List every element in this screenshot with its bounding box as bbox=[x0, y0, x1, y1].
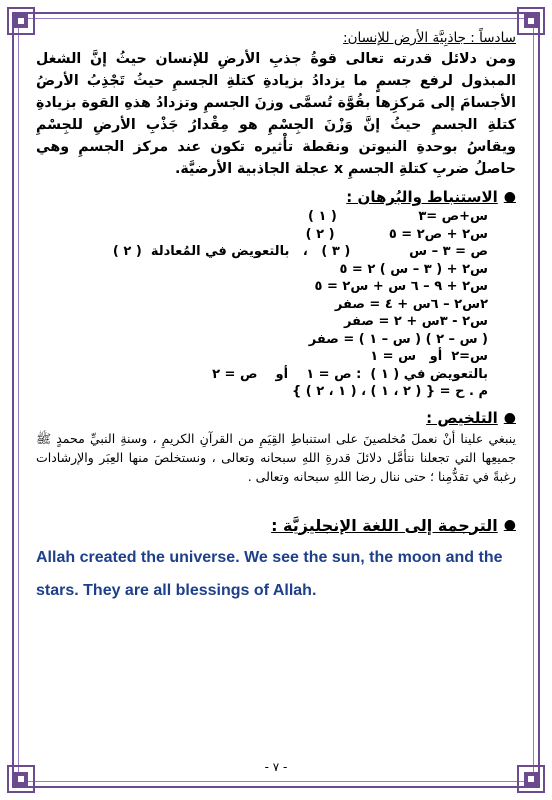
deduction-title: الاستنباط والبُرهان : bbox=[346, 188, 498, 206]
bullet-icon: ● bbox=[503, 517, 516, 533]
corner-ornament-icon bbox=[4, 4, 38, 38]
page-number: - ٧ - bbox=[264, 760, 288, 774]
summary-heading bbox=[36, 409, 516, 427]
equation-line: س٢ + ٩ – ٦ س + س٢ = ٥ bbox=[314, 279, 488, 294]
translation-title: الترجمة إلى اللغة الإنجليزيَّة : bbox=[271, 515, 498, 535]
section-paragraph: ومن دلائل قدرته تعالى قوةُ جذبِ الأرضِ للإنسان حيثُ إنَّ الشغل المبذول لرفع جسمٍ ما يزدادُ بزيادةِ كتلةِ الجسمِ حيثُ تَجْذِبُ الأرضُ الأجسامَ إلى مَركزِها بقُوَّة تُسمَّى وزنَ الجسمِ وتزدادُ هذهِ القوة بزيادةِ كتلةِ الجسمِ حيثُ إنَّ وَزْنَ الجِسْمِ هو مِقْدارُ جَذْبِ الأرضِ للجِسْمِ ويقاسُ بوحدةِ النيوتن ونقطة تأْثيره تكون عند مركز الجسمِ وهي حاصلُ ضربِ كتلةِ الجسمِ x عجلة الجاذبية الأرضيَّة. bbox=[36, 51, 516, 177]
summary-text: ينبغي علينا أنْ نعملَ مُخلصينَ على استنباطِ القِيَمِ من القرآنِ الكريمِ ، وسنةِ النبيِّ محمدٍ ﷺ جميعِها التي تجعلنا نتأمَّل دلائلَ قدرةِ اللهِ سبحانه وتعالى ، ونستخلصَ منها العِبَر والإرشادات رغبةً في تقدُّمِنا ؛ حتى ننال رضا اللهِ سبحانه وتعالى . bbox=[36, 430, 516, 484]
equation-line: س٢ + ( ٣ – س ) ٢ = ٥ bbox=[339, 261, 488, 277]
equation-line: بالتعويض في ( ١ ) : ص = ١ أو ص = ٢ bbox=[212, 366, 488, 382]
equation-line: س٢ - ٣س + ٢ = صفر bbox=[343, 314, 488, 329]
equation-line: ( س – ٢ ) ( س – ١ ) = صفر bbox=[308, 331, 488, 347]
english-translation: Allah created the universe. We see the sun, the moon and the stars. They are all blessings of Allah. bbox=[36, 548, 503, 599]
section-heading: سادساً : جاذبِيَّة الأرض للإنسان: bbox=[343, 30, 516, 46]
equation-line: م . ح = { ( ٢ ، ١ ) ، ( ١ ، ٢ ) } bbox=[291, 384, 488, 399]
corner-ornament-icon bbox=[514, 4, 548, 38]
summary-title: التلخيص : bbox=[426, 408, 498, 427]
equation-list bbox=[36, 208, 516, 401]
equation-line: س+ص =٣ ( ١ ) bbox=[307, 209, 488, 224]
bullet-icon: ● bbox=[503, 409, 516, 426]
translation-heading bbox=[36, 516, 516, 535]
document-body bbox=[36, 30, 516, 607]
equation-line: ص = ٣ – س ( ٣ ) ، بالتعويض في المُعادلة ( ٢ ) bbox=[112, 244, 488, 259]
equation-line: س=٢ أو س = ١ bbox=[370, 349, 488, 364]
equation-line: س٢ + ص٢ = ٥ ( ٢ ) bbox=[305, 226, 488, 242]
deduction-heading bbox=[36, 188, 516, 206]
bullet-icon: ● bbox=[503, 189, 516, 205]
equation-line: ٢س٢ – ٦س + ٤ = صفر bbox=[334, 296, 488, 312]
